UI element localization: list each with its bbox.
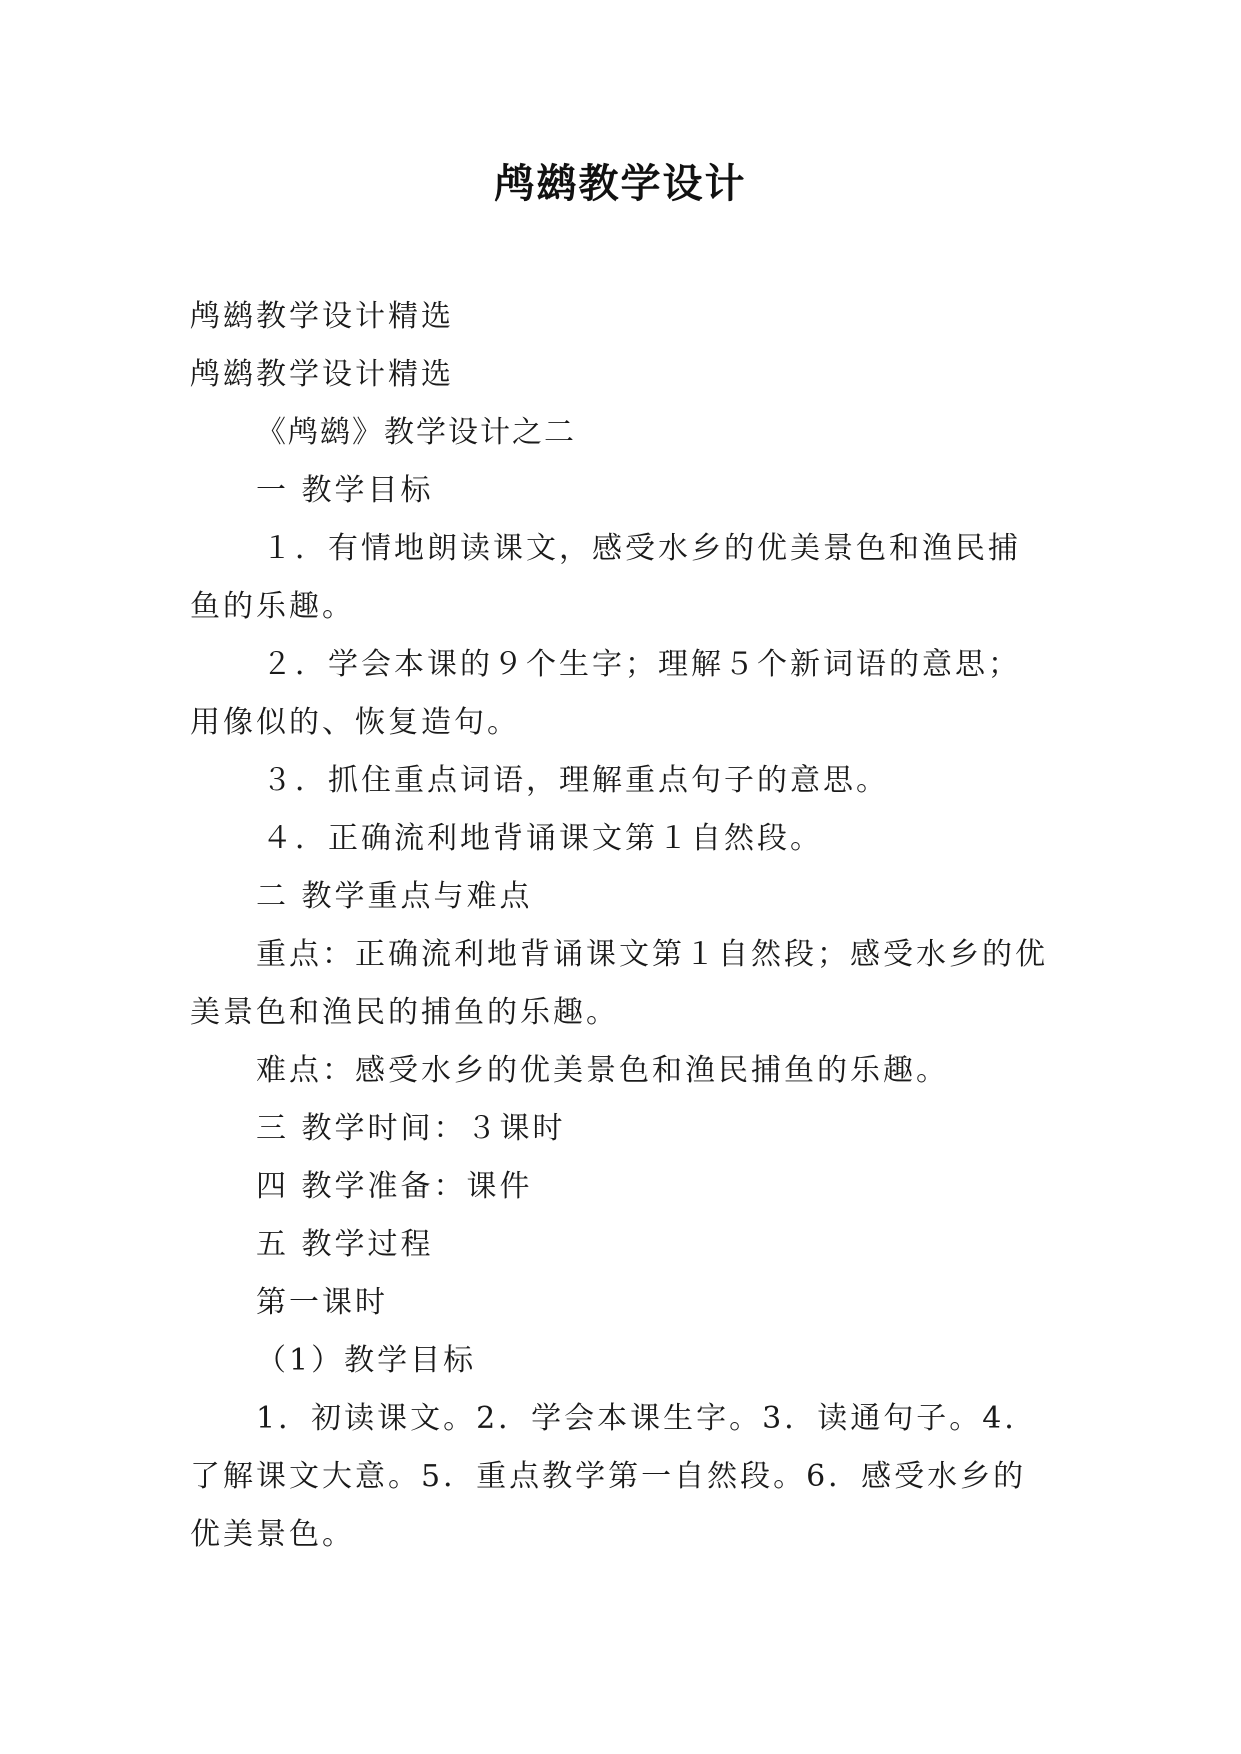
key-point-text: 重点：正确流利地背诵课文第１自然段；感受水乡的优美景色和渔民的捕鱼的乐趣。 <box>190 937 1048 1030</box>
lesson-goals-text: 1．初读课文。2．学会本课生字。3．读通句子。4．了解课文大意。5．重点教学第一自然段。6．感受水乡的优美景色。 <box>190 1401 1038 1552</box>
goal-item-3: ３．抓住重点词语，理解重点句子的意思。 <box>262 763 889 798</box>
lesson-heading-first: 第一课时 <box>256 1285 388 1320</box>
document-body <box>190 288 1050 1564</box>
document-title: 鸬鹚教学设计 <box>494 161 747 207</box>
goal-item-4: ４．正确流利地背诵课文第１自然段。 <box>262 821 823 856</box>
section-heading-key-points: 二 教学重点与难点 <box>256 879 533 914</box>
section-heading-process: 五 教学过程 <box>256 1227 434 1262</box>
paragraph-subtitle-1: 鸬鹚教学设计精选 <box>190 299 454 334</box>
section-heading-preparation: 四 教学准备：课件 <box>256 1169 533 1204</box>
goal-item-2: ２．学会本课的９个生字；理解５个新词语的意思；用像似的、恢复造句。 <box>190 647 1021 740</box>
paragraph-design-heading: 《鸬鹚》教学设计之二 <box>256 415 576 450</box>
goal-item-1: １．有情地朗读课文，感受水乡的优美景色和渔民捕鱼的乐趣。 <box>190 531 1021 624</box>
section-heading-time: 三 教学时间：３课时 <box>256 1111 566 1146</box>
section-heading-goals: 一 教学目标 <box>256 473 434 508</box>
lesson-goals-heading: （1）教学目标 <box>256 1343 477 1378</box>
paragraph-subtitle-2: 鸬鹚教学设计精选 <box>190 357 454 392</box>
difficulty-text: 难点：感受水乡的优美景色和渔民捕鱼的乐趣。 <box>256 1053 949 1088</box>
